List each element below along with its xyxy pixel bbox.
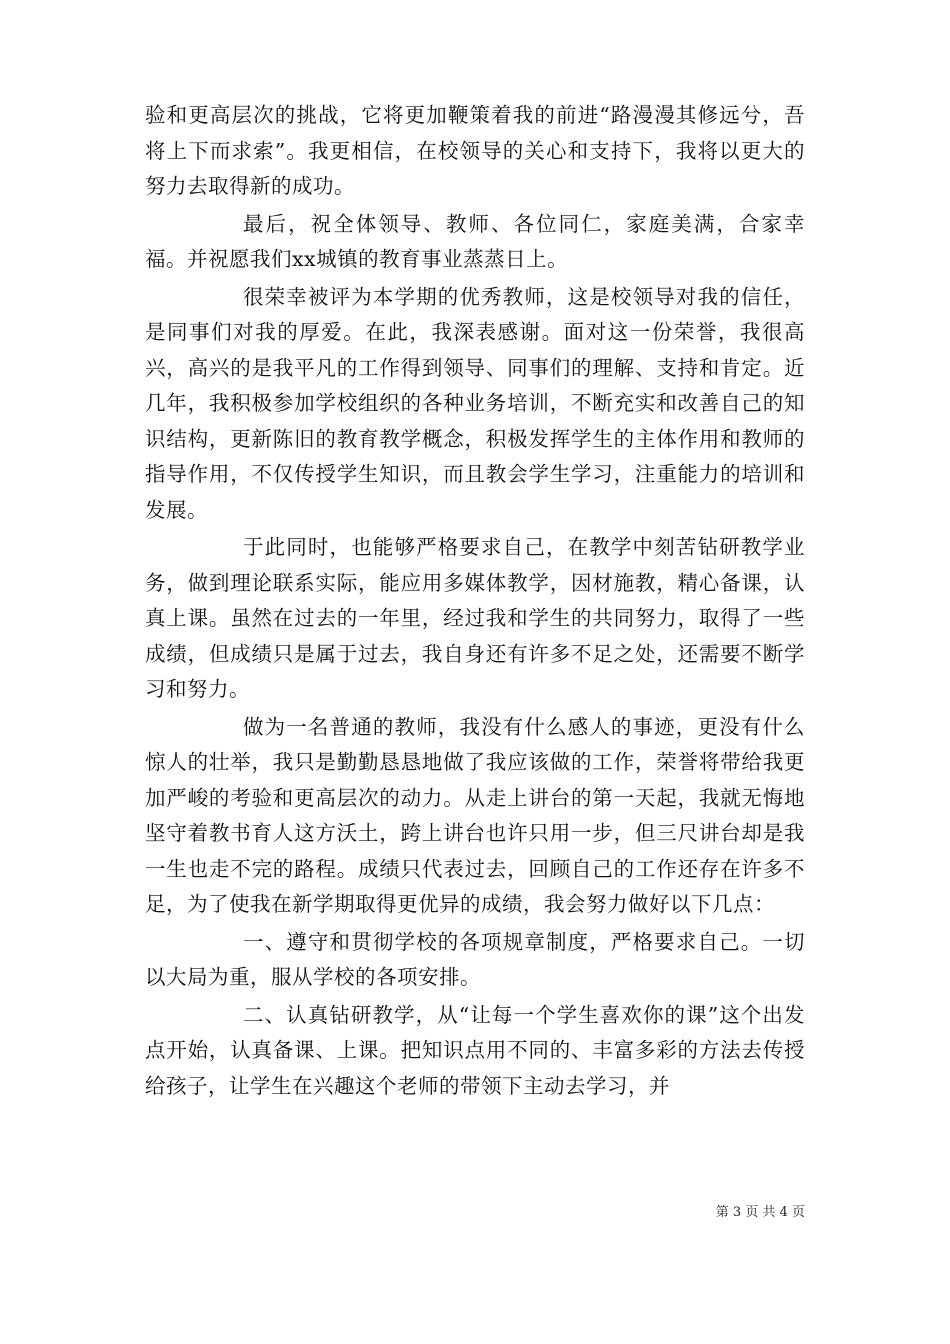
paragraph-self-discipline: 于此同时，也能够严格要求自己，在教学中刻苦钻研教学业务，做到理论联系实际，能应用多媒体教学，因材施教，精心备课，认真上课。虽然在过去的一年里，经过我和学生的共同努力，取得了一些成绩，但成绩只是属于过去，我自身还有许多不足之处，还需要不断学习和努力。 <box>145 535 805 701</box>
document-body <box>145 98 805 1104</box>
paragraph-point-two: 二、认真钻研教学，从“让每一个学生喜欢你的课”这个出发点开始，认真备课、上课。把知识点用不同的、丰富多彩的方法去传授给孩子，让学生在兴趣这个老师的带领下主动去学习，并 <box>145 1002 805 1098</box>
page-number-footer: 第 3 页 共 4 页 <box>715 1205 805 1220</box>
paragraph-continuation: 验和更高层次的挑战，它将更加鞭策着我的前进“路漫漫其修远兮，吾将上下而求索”。我更相信，在校领导的关心和支持下，我将以更大的努力去取得新的成功。 <box>145 103 805 198</box>
paragraph-point-one: 一、遵守和贯彻学校的各项规章制度，严格要求自己。一切以大局为重，服从学校的各项安排。 <box>145 929 805 989</box>
paragraph-closing-wishes: 最后，祝全体领导、教师、各位同仁，家庭美满，合家幸福。并祝愿我们xx城镇的教育事业蒸蒸日上。 <box>145 211 805 271</box>
paragraph-ordinary-teacher: 做为一名普通的教师，我没有什么感人的事迹，更没有什么惊人的壮举，我只是勤勤恳恳地做了我应该做的工作，荣誉将带给我更加严峻的考验和更高层次的动力。从走上讲台的第一天起，我就无悔地坚守着教书育人这方沃土，跨上讲台也许只用一步，但三尺讲台却是我一生也走不完的路程。成绩只代表过去，回顾自己的工作还存在许多不足，为了使我在新学期取得更优异的成绩，我会努力做好以下几点： <box>145 714 805 916</box>
paragraph-honor: 很荣幸被评为本学期的优秀教师，这是校领导对我的信任，是同事们对我的厚爱。在此，我深表感谢。面对这一份荣誉，我很高兴，高兴的是我平凡的工作得到领导、同事们的理解、支持和肯定。近几年，我积极参加学校组织的各种业务培训，不断充实和改善自己的知识结构，更新陈旧的教育教学概念，积极发挥学生的主体作用和教师的指导作用，不仅传授学生知识，而且教会学生学习，注重能力的培训和发展。 <box>145 284 805 522</box>
